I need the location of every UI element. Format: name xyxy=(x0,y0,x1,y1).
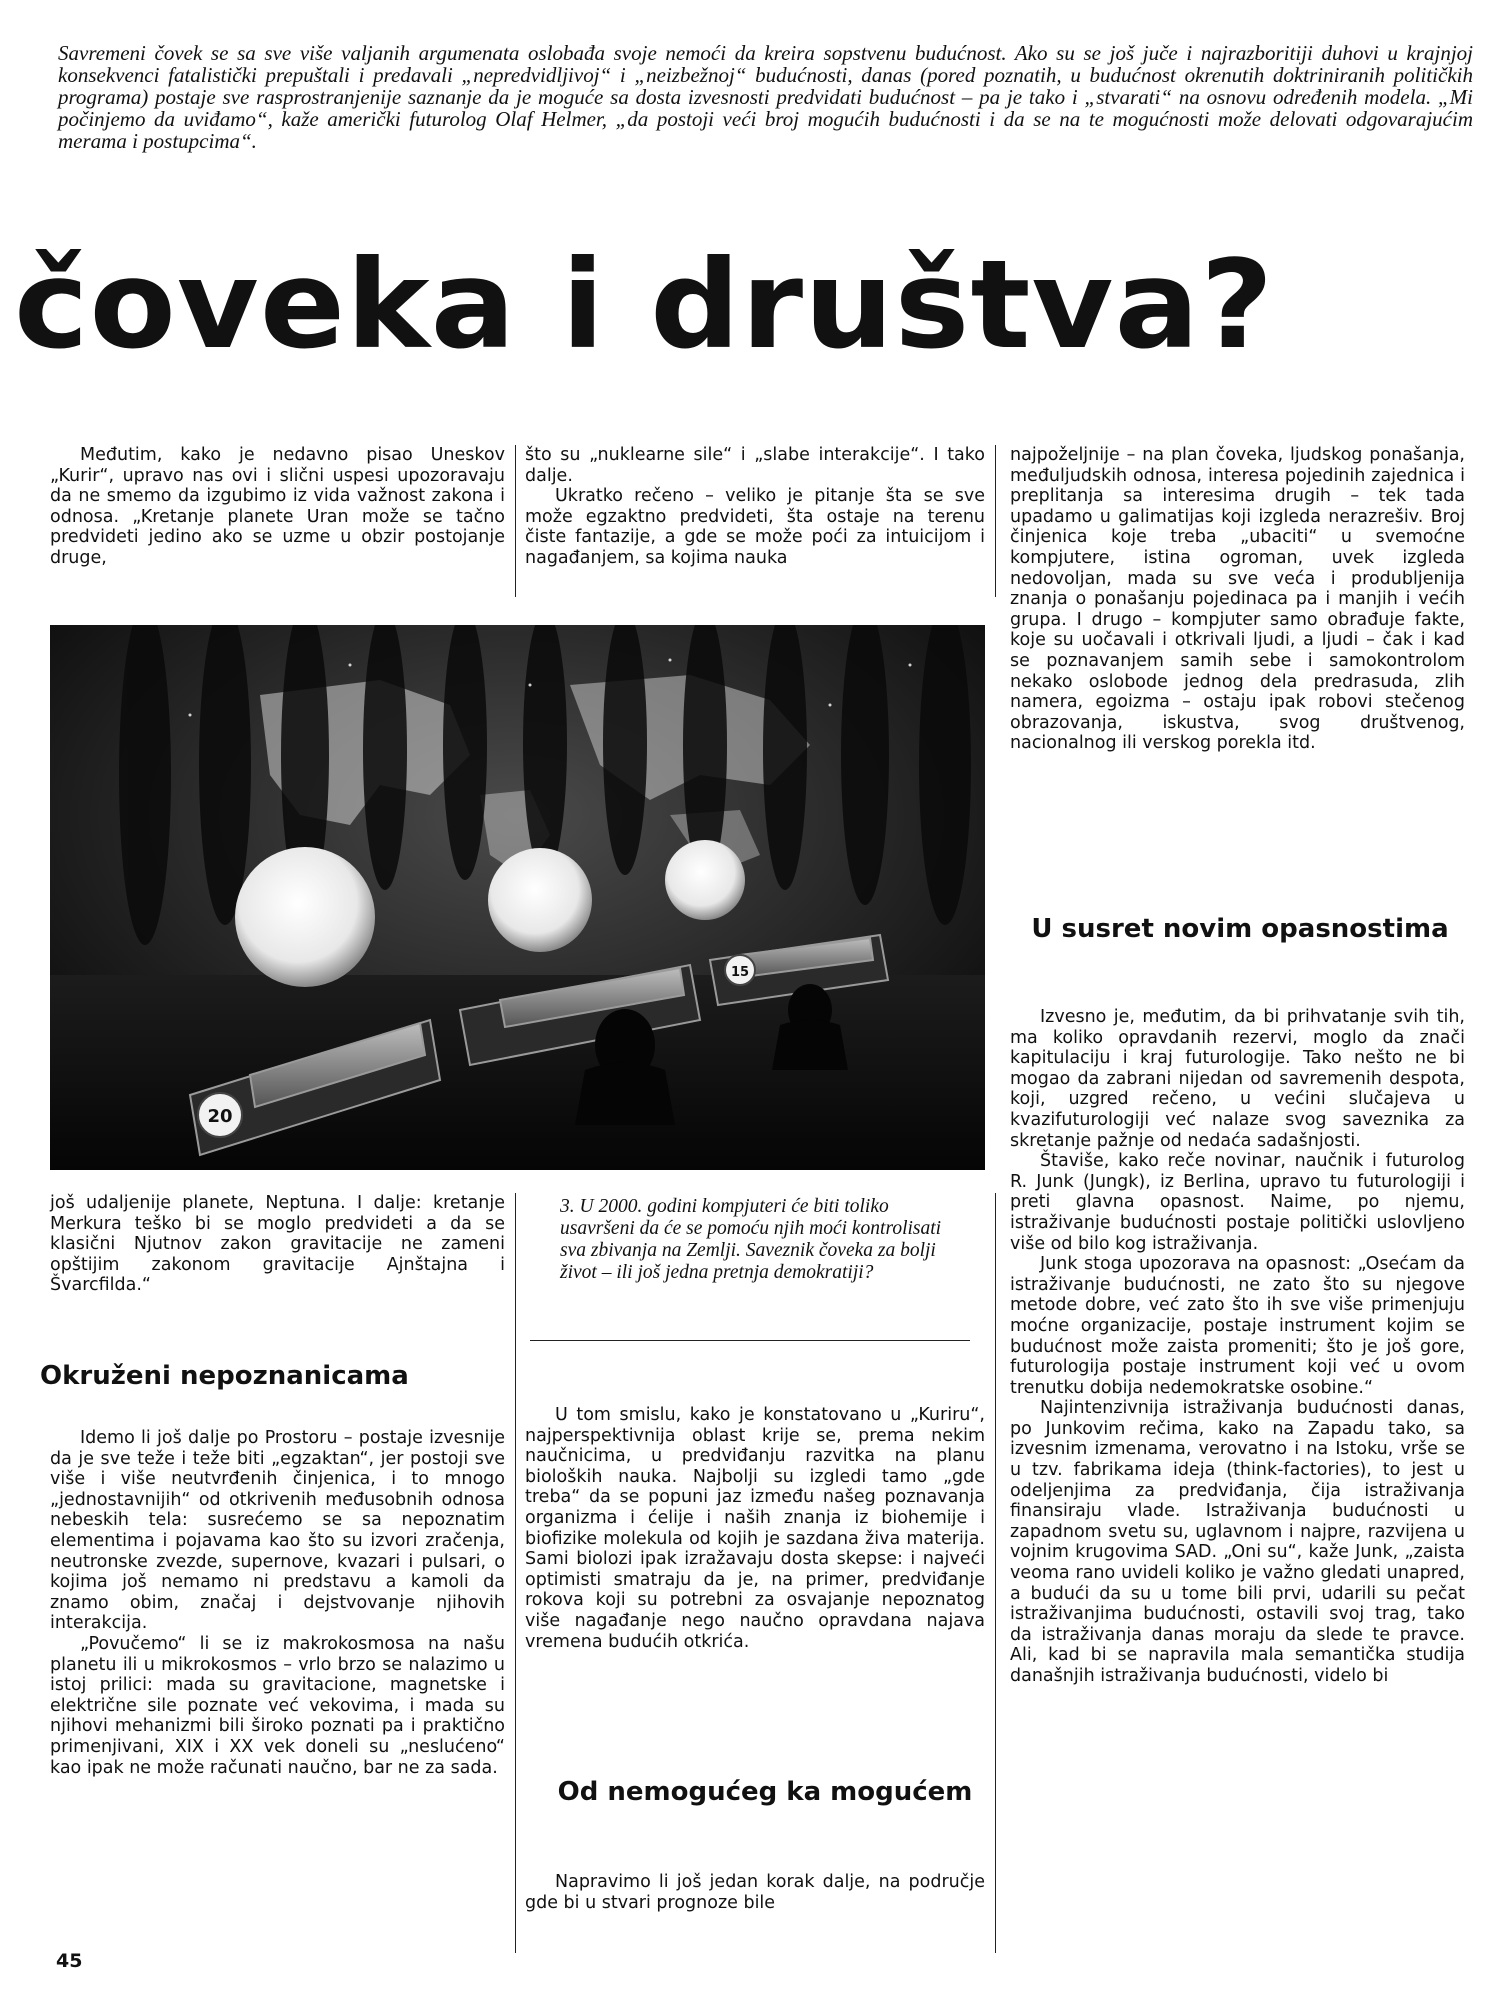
body-paragraph: Idemo li još dalje po Prostoru – postaje izvesnije da je sve teže i teže biti „egzaktan“, jer postoji sve više i više neutvrđenih činjenica, i to mnogo „jednostavnijih“ od otkrivenih međusobnih odnosa nebeskih tela: susrećemo se sa nepoznatim elementima i pojavama kao što su izvori zračenja, neutronske zvezde, supernove, kvazari i pulsari, o kojima još nemamo ni predstavu a kamoli da znamo obim, značaj i dejstvovanje njihovih interakcija. xyxy=(50,1428,505,1634)
column-2-top xyxy=(525,445,985,569)
caption-rule xyxy=(530,1340,970,1341)
photo-illustration xyxy=(50,625,985,1170)
console-number-label: 15 xyxy=(730,965,750,980)
column-rule xyxy=(515,1193,516,1953)
body-paragraph: što su „nuklearne sile“ i „slabe interakcije“. I tako dalje. xyxy=(525,445,985,486)
body-paragraph: Štaviše, kako reče novinar, naučnik i futurolog R. Junk (Jungk), iz Berlina, upravo tu futurologiji i preti glavna opasnost. Naime, po njemu, istraživanje budućnosti postaje politički uslovljeno više od bilo kog istraživanja. xyxy=(1010,1151,1465,1254)
column-2-bottom xyxy=(525,1872,985,1913)
column-1-top xyxy=(50,445,505,569)
photo-computer-control-room xyxy=(50,625,985,1170)
body-paragraph: još udaljenije planete, Neptuna. I dalje: kretanje Merkura teško bi se moglo predvideti a da se klasični Njutnov zakon gravitacije ne zameni opštijim zakonom gravitacije Ajnštajna i Švarcfilda.“ xyxy=(50,1193,505,1296)
subheading-new-dangers: U susret novim opasnostima xyxy=(1031,914,1449,944)
column-rule xyxy=(995,445,996,597)
body-paragraph: „Povučemo“ li se iz makrokosmosa na našu planetu ili u mikrokosmos – vrlo brzo se nalazimo u istoj prilici: mada su gravitacione, magnetske i električne sile poznate već vekovima, i mada su njihovi mehanizmi bili široko poznati pa i praktično primenjivani, XIX i XX vek doneli su „neslućeno“ kao ipak ne može računati naučno, bar ne za sada. xyxy=(50,1633,505,1778)
photo-caption: 3. U 2000. godini kompjuteri će biti toliko usavršeni da će se pomoću njih moći kontrolisati sva zbivanja na Zemlji. Saveznik čoveka za bolji život – ili još jedna pretnja demokratiji? xyxy=(560,1196,942,1283)
column-2-middle xyxy=(525,1405,985,1652)
body-paragraph: Junk stoga upozorava na opasnost: „Osećam da istraživanje budućnosti, ne zato što su njegove metode dobre, već zato što ih sve više primenjuju moćne organizacije, postaje instrument kojim se budućnost može zaista promeniti; što je još gore, futurologija postaje instrument koji već u ovom trenutku dobija nedemokratske osobine.“ xyxy=(1010,1254,1465,1398)
intro-paragraph: Savremeni čovek se sa sve više valjanih argumenata oslobađa svoje nemoći da kreira sopstvenu budućnost. Ako su se još juče i najrazboritiji duhovi u krajnjoj konsekvenci fatalistički prepuštali i predavali „nepredvidljivoj“ i „neizbežnoj“ budućnosti, danas (pored poznatih, u budućnost okrenutih doktriniranih političkih programa) postaje sve rasprostranjenije saznanje da je moguće sa dosta izvesnosti predvidati budućnost – pa je tako i „stvarati“ na osnovu određenih modela. „Mi počinjemo da uviđamo“, kaže američki futurolog Olaf Helmer, „da postoji veći broj mogućih budućnosti i da se na te mogućnosti može delovati odgovarajućim merama i postupcima“. xyxy=(58,41,1473,153)
body-paragraph: Ukratko rečeno – veliko je pitanje šta se sve može egzaktno predvideti, šta ostaje na terenu čiste fantazije, a gde se može poći za intuicijom i nagađanjem, sa kojima nauka xyxy=(525,486,985,568)
column-3-lower xyxy=(1010,1007,1465,1687)
column-3 xyxy=(1010,445,1465,754)
subheading-surrounded-by-unknowns: Okruženi nepoznanicama xyxy=(40,1361,409,1391)
body-paragraph: Izvesno je, međutim, da bi prihvatanje svih tih, ma koliko opravdanih rezervi, moglo da znači kapitulaciju i kraj futurologije. Tako nešto ne bi mogao da zabrani nijedan od savremenih despota, koji, uzgred rečeno, u većini slučajeva u kvazifuturologiji već nalaze svog saveznika za skretanje pažnje od nedaća sadašnjosti. xyxy=(1010,1007,1465,1151)
column-1-bottom xyxy=(50,1193,505,1296)
body-paragraph: Najintenzivnija istraživanja budućnosti danas, po Junkovim rečima, kako na Zapadu tako, sa izvesnim izmenama, verovatno i na Istoku, vrše se u tzv. fabrikama ideja (think-factories), to jest u odeljenjima za predviđanja, čija istraživanja finansiraju vlade. Istraživanja budućnosti u zapadnom svetu su, uglavnom i najpre, razvijena u vojnim krugovima SAD. „Oni su“, kaže Junk, „zaista veoma rano uvideli koliko je važno gledati unapred, a budući da su u tome bili prvi, udarili su pečat istraživanjima budućnosti, ostavili svoj trag, tako da istraživanja danas moraju da slede te pravce. Ali, kad bi se napravila mala semantička studija današnjih istraživanja budućnosti, videlo bi xyxy=(1010,1398,1465,1686)
column-rule xyxy=(515,445,516,597)
page-number: 45 xyxy=(56,1950,83,1972)
body-paragraph: U tom smislu, kako je konstatovano u „Kuriru“, najperspektivnija oblast krije se, prema nekim naučnicima, u predviđanju razvitka na planu bioloških nauka. Najbolji su izgledi tamo „gde treba“ da se popuni jaz između našeg poznavanja organizma i ćelije i naših znanja iz biohemije i biofizike molekula od kojih je sazdana živa materija. Sami biolozi ipak izražavaju dosta skepse: i najveći optimisti smatraju da je, na primer, predviđanje rokova koji su potrebni za osvajanje nepoznatog više nagađanje nego naučno opravdana najava vremena budućih otkrića. xyxy=(525,1405,985,1652)
body-paragraph: najpoželjnije – na plan čoveka, ljudskog ponašanja, međuljudskih odnosa, interesa pojedinih zajednica i preplitanja sa interesima drugih – tek tada upadamo u galimatijas koji izgleda nerazrešiv. Broj činjenica koje treba „ubaciti“ u svemoćne kompjutere, istina ogroman, uvek izgleda nedovoljan, mada su sve veća i produbljenija znanja o ponašanju pojedinaca pa i manjih i većih grupa. I drugo – kompjuter samo obrađuje fakte, koje su uočavali i otkrivali ljudi, a ljudi – čak i kad se poznavanjem samih sebe i samokontrolom nekako oslobode jednog dela predrasuda, zlih namera, egoizma – ostaju ipak robovi stečenog obrazovanja, iskustva, svog društvenog, nacionalnog ili verskog porekla itd. xyxy=(1010,445,1465,754)
console-number-label: 20 xyxy=(207,1106,233,1127)
subheading-from-impossible-to-possible: Od nemogućeg ka mogućem xyxy=(557,1777,973,1807)
column-1-lower xyxy=(50,1428,505,1778)
body-paragraph: Napravimo li još jedan korak dalje, na područje gde bi u stvari prognoze bile xyxy=(525,1872,985,1913)
column-rule xyxy=(995,1193,996,1953)
article-headline: čoveka i društva? xyxy=(14,234,1275,376)
body-paragraph: Međutim, kako je nedavno pisao Uneskov „Kurir“, upravo nas ovi i slični uspesi upozoravaju da ne smemo da izgubimo iz vida važnost zakona i odnosa. „Kretanje planete Uran može se tačno predvideti jedino ako se uzme u obzir postojanje druge, xyxy=(50,445,505,568)
